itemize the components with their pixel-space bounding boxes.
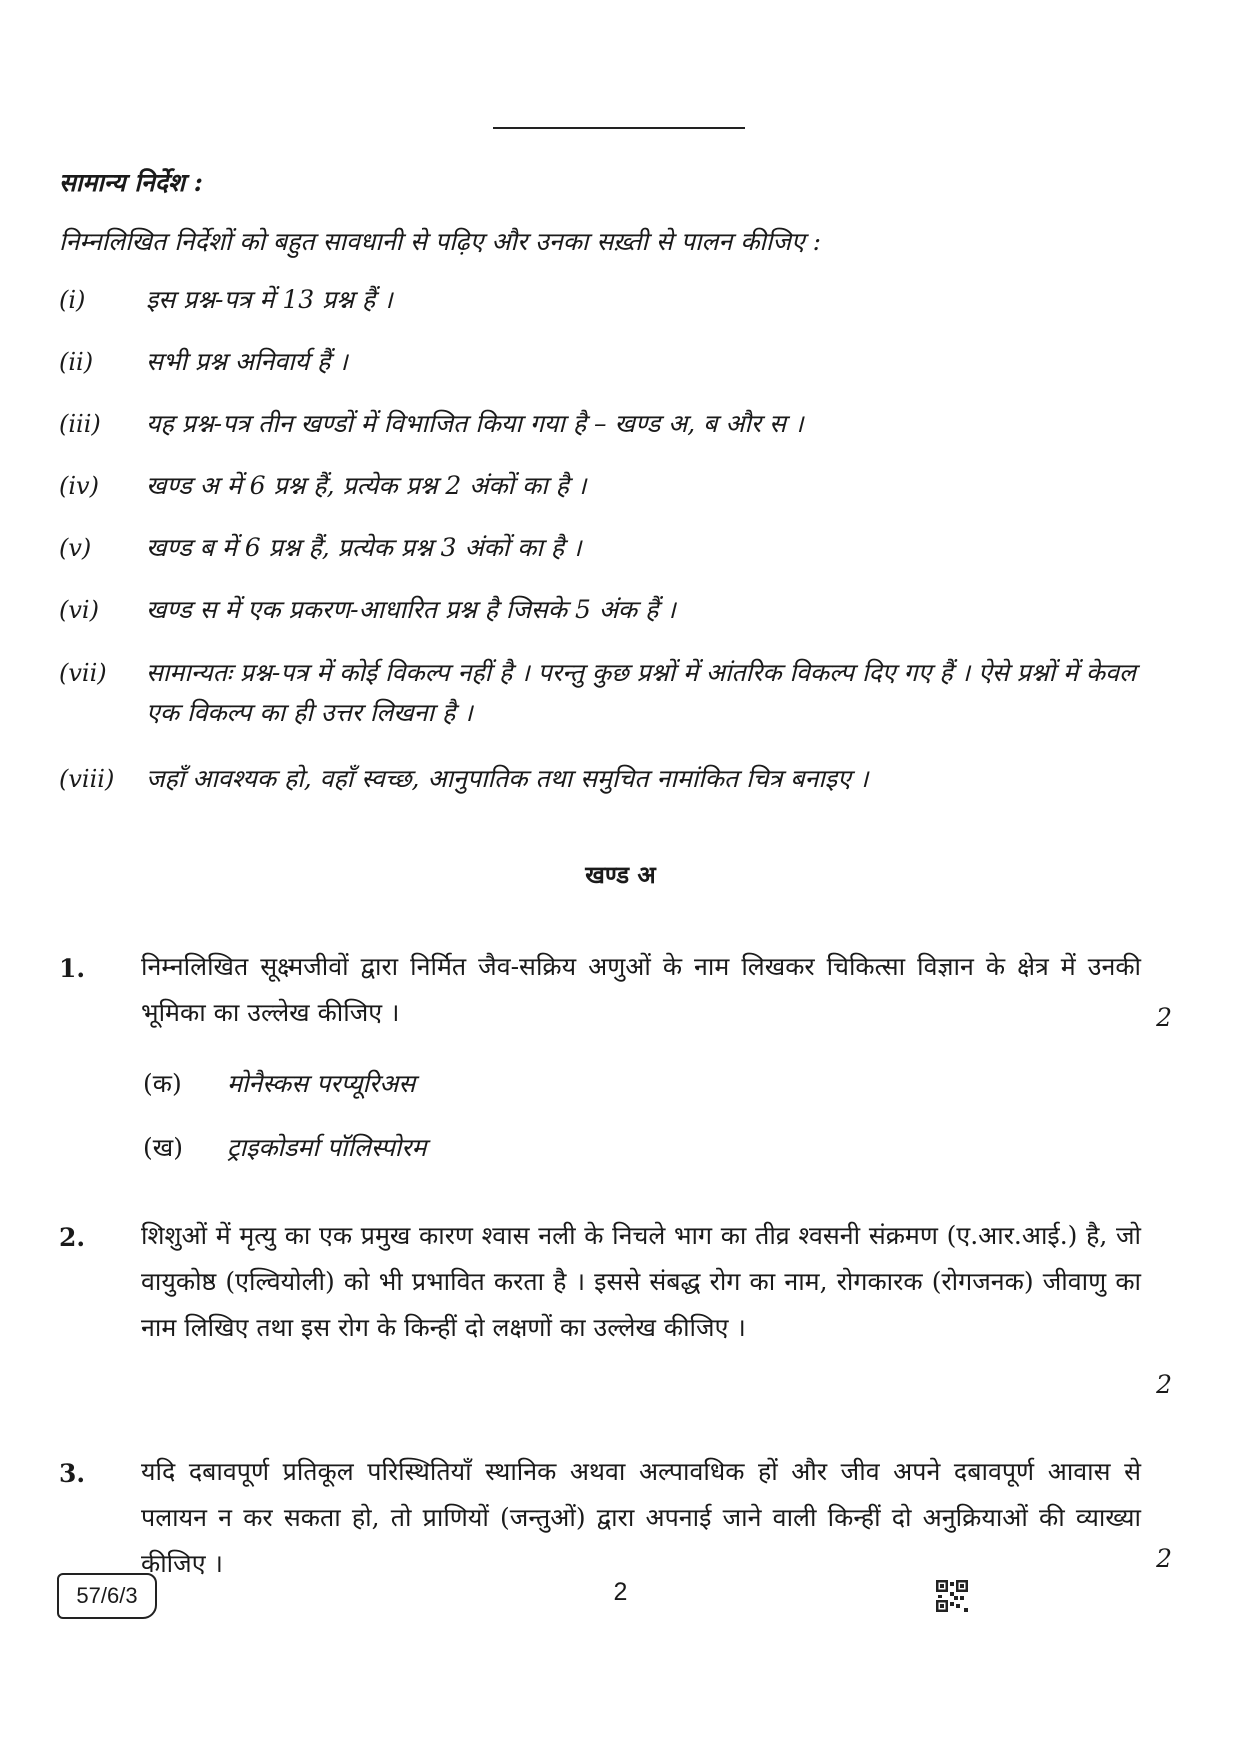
instruction-number: (vi)	[59, 596, 99, 624]
instruction-text: इस प्रश्न-पत्र में 13 प्रश्न हैं ।	[146, 285, 393, 314]
instruction-text: सामान्यतः प्रश्न-पत्र में कोई विकल्प नहीं है । परन्तु कुछ प्रश्नों में आंतरिक विकल्प दिए गए हैं । ऐसे प्रश्नों में केवल एक विकल्प का ही उत्तर लिखना है ।	[146, 658, 1136, 727]
question-number: 1.	[59, 954, 86, 983]
instruction-text: खण्ड ब में 6 प्रश्न हैं, प्रत्येक प्रश्न 3 अंकों का है ।	[146, 533, 582, 562]
top-divider	[493, 127, 745, 129]
question-text: यदि दबावपूर्ण प्रतिकूल परिस्थितियाँ स्थानिक अथवा अल्पावधिक हों और जीव अपने दबावपूर्ण आवास से पलायन न कर सकता हो, तो प्राणियों (जन्तुओं) द्वारा अपनाई जाने वाली किन्हीं दो अनुक्रियाओं की व्याख्या कीजिए ।	[141, 1457, 1141, 1578]
question-marks: 2	[1156, 1544, 1172, 1573]
instruction-text: यह प्रश्न-पत्र तीन खण्डों में विभाजित किया गया है – खण्ड अ, ब और स ।	[146, 409, 804, 438]
option-text: ट्राइकोडर्मा पॉलिस्पोरम	[227, 1133, 427, 1162]
option-label: (ख)	[143, 1133, 183, 1162]
question-marks: 2	[1156, 1370, 1172, 1399]
instruction-text: खण्ड स में एक प्रकरण-आधारित प्रश्न है जिसके 5 अंक हैं ।	[146, 595, 676, 624]
option-text: मोनैस्कस परप्यूरिअस	[227, 1069, 416, 1098]
page-number: 2	[613, 1578, 628, 1606]
instruction-number: (vii)	[59, 659, 107, 687]
instruction-number: (iii)	[59, 410, 101, 438]
instruction-number: (ii)	[59, 348, 94, 376]
question-marks: 2	[1156, 1003, 1172, 1032]
question-number: 3.	[59, 1459, 86, 1488]
paper-code-badge: 57/6/3	[57, 1573, 157, 1619]
instructions-heading: सामान्य निर्देश :	[59, 168, 203, 197]
question-number: 2.	[59, 1223, 86, 1252]
instruction-text: जहाँ आवश्यक हो, वहाँ स्वच्छ, आनुपातिक तथा समुचित नामांकित चित्र बनाइए ।	[146, 764, 869, 793]
instruction-text: सभी प्रश्न अनिवार्य हैं ।	[146, 347, 348, 376]
qr-code-icon	[936, 1580, 968, 1612]
section-title: खण्ड अ	[585, 860, 656, 889]
instruction-number: (i)	[59, 286, 86, 314]
question-text: शिशुओं में मृत्यु का एक प्रमुख कारण श्वास नली के निचले भाग का तीव्र श्वसनी संक्रमण (ए.आर.आई.) है, जो वायुकोष्ठ (एल्वियोली) को भी प्रभावित करता है । इससे संबद्ध रोग का नाम, रोगकारक (रोगजनक) जीवाणु का नाम लिखिए तथा इस रोग के किन्हीं दो लक्षणों का उल्लेख कीजिए ।	[141, 1221, 1141, 1342]
instruction-text: खण्ड अ में 6 प्रश्न हैं, प्रत्येक प्रश्न 2 अंकों का है ।	[146, 471, 587, 500]
question-text: निम्नलिखित सूक्ष्मजीवों द्वारा निर्मित जैव-सक्रिय अणुओं के नाम लिखकर चिकित्सा विज्ञान के क्षेत्र में उनकी भूमिका का उल्लेख कीजिए ।	[141, 952, 1141, 1027]
instruction-number: (v)	[59, 534, 92, 562]
instruction-number: (iv)	[59, 472, 99, 500]
instructions-intro: निम्नलिखित निर्देशों को बहुत सावधानी से पढ़िए और उनका सख़्ती से पालन कीजिए :	[59, 227, 822, 256]
instruction-number: (viii)	[59, 765, 115, 793]
option-label: (क)	[143, 1069, 182, 1098]
